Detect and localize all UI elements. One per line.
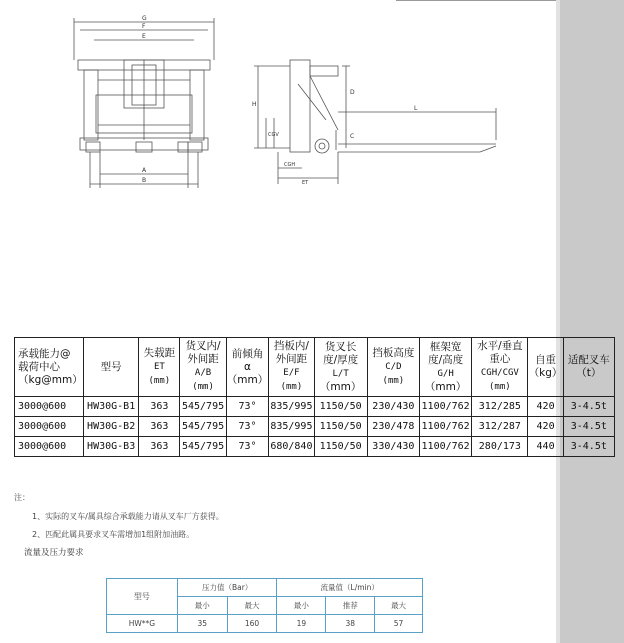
cell-load-distance: 363 [139, 437, 180, 457]
flow-cell: 160 [227, 615, 277, 633]
header-frame-size: 框架宽 度/高度 G/H （mm） [420, 338, 472, 397]
flow-header-flow: 流量值（L/min） [277, 579, 423, 597]
note-item: 2、匹配此属具要求叉车需增加1组附加油路。 [32, 530, 195, 539]
flow-cell: 38 [326, 615, 375, 633]
table-row [15, 437, 615, 457]
flow-subheader: 最小 [177, 597, 227, 615]
cell-fork-spacing: 545/795 [180, 417, 226, 437]
dim-label-c: C [350, 133, 355, 140]
header-backrest-spacing: 挡板内/ 外间距 E/F (mm) [269, 338, 314, 397]
header-model: 型号 [84, 338, 139, 397]
cell-forklift: 3-4.5t [563, 417, 614, 437]
cell-backrest-spacing: 835/995 [269, 397, 314, 417]
cell-backrest-height: 330/430 [367, 437, 419, 457]
cell-center-of-gravity: 312/285 [472, 397, 528, 417]
dim-label-cgv: CGV [268, 132, 279, 138]
cell-frame-size: 1100/762 [420, 397, 472, 417]
dim-label-et: ET [302, 180, 309, 186]
notes-title: 注： [14, 493, 30, 502]
header-weight: 自重 （kg） [528, 338, 563, 397]
flow-cell: 35 [177, 615, 227, 633]
cell-backrest-height: 230/430 [367, 397, 419, 417]
cell-center-of-gravity: 312/287 [472, 417, 528, 437]
header-fork-spacing: 货叉内/ 外间距 A/B (mm) [180, 338, 226, 397]
dim-label-h: H [252, 101, 257, 108]
dim-label-l: L [414, 105, 418, 112]
cell-fork-spacing: 545/795 [180, 437, 226, 457]
cell-load-distance: 363 [139, 397, 180, 417]
flow-section-title: 流量及压力要求 [24, 548, 84, 558]
flow-subheader: 最大 [227, 597, 277, 615]
cell-fork-length: 1150/50 [314, 417, 367, 437]
cell-weight: 420 [528, 417, 563, 437]
dim-label-b: B [142, 177, 147, 184]
cell-backrest-spacing: 680/840 [269, 437, 314, 457]
header-capacity: 承载能力@ 载荷中心 （kg@mm） [15, 338, 84, 397]
cell-capacity: 3000@600 [15, 437, 84, 457]
header-tilt-angle: 前倾角 α （mm） [226, 338, 269, 397]
table-row [15, 397, 615, 417]
cell-tilt-angle: 73° [226, 397, 269, 417]
dim-label-a: A [142, 167, 147, 174]
flow-header-model: 型号 [107, 579, 178, 615]
flow-subheader: 最大 [375, 597, 423, 615]
dim-label-g: G [142, 15, 147, 22]
cell-frame-size: 1100/762 [420, 437, 472, 457]
cell-capacity: 3000@600 [15, 397, 84, 417]
header-backrest-height: 挡板高度 C/D (mm) [367, 338, 419, 397]
cell-fork-length: 1150/50 [314, 437, 367, 457]
cell-tilt-angle: 73° [226, 417, 269, 437]
cell-capacity: 3000@600 [15, 417, 84, 437]
table-row [107, 615, 423, 633]
header-center-of-gravity: 水平/垂直 重心 CGH/CGV (mm) [472, 338, 528, 397]
dim-label-e: E [142, 33, 146, 40]
dim-label-d: D [350, 89, 355, 96]
cell-fork-length: 1150/50 [314, 397, 367, 417]
cell-center-of-gravity: 280/173 [472, 437, 528, 457]
cell-model: HW30G-B1 [84, 397, 139, 417]
cell-backrest-spacing: 835/995 [269, 417, 314, 437]
dim-label-cgh: CGH [284, 162, 296, 168]
flow-header-pressure: 压力值（Bar） [177, 579, 277, 597]
technical-drawing [40, 0, 510, 200]
cell-model: HW30G-B3 [84, 437, 139, 457]
flow-subheader: 推荐 [326, 597, 375, 615]
cell-model: HW30G-B2 [84, 417, 139, 437]
note-item: 1、实际的叉车/属具综合承载能力请从叉车厂方获得。 [32, 512, 224, 521]
cell-tilt-angle: 73° [226, 437, 269, 457]
flow-cell: 57 [375, 615, 423, 633]
cell-weight: 440 [528, 437, 563, 457]
cell-frame-size: 1100/762 [420, 417, 472, 437]
header-forklift: 适配叉车 （t） [563, 338, 614, 397]
cell-fork-spacing: 545/795 [180, 397, 226, 417]
cell-load-distance: 363 [139, 417, 180, 437]
dim-label-f: F [142, 23, 146, 30]
flow-cell: 19 [277, 615, 326, 633]
cell-forklift: 3-4.5t [563, 437, 614, 457]
spec-table [14, 337, 615, 457]
cell-forklift: 3-4.5t [563, 397, 614, 417]
flow-subheader: 最小 [277, 597, 326, 615]
table-row [15, 417, 615, 437]
cell-weight: 420 [528, 397, 563, 417]
header-load-distance: 失载距 ET (mm) [139, 338, 180, 397]
flow-pressure-table [106, 578, 423, 633]
header-fork-length: 货叉长 度/厚度 L/T （mm） [314, 338, 367, 397]
cell-backrest-height: 230/478 [367, 417, 419, 437]
flow-cell-model: HW**G [107, 615, 178, 633]
scrollbar-gutter[interactable] [560, 0, 624, 643]
spec-header-row [15, 338, 615, 397]
